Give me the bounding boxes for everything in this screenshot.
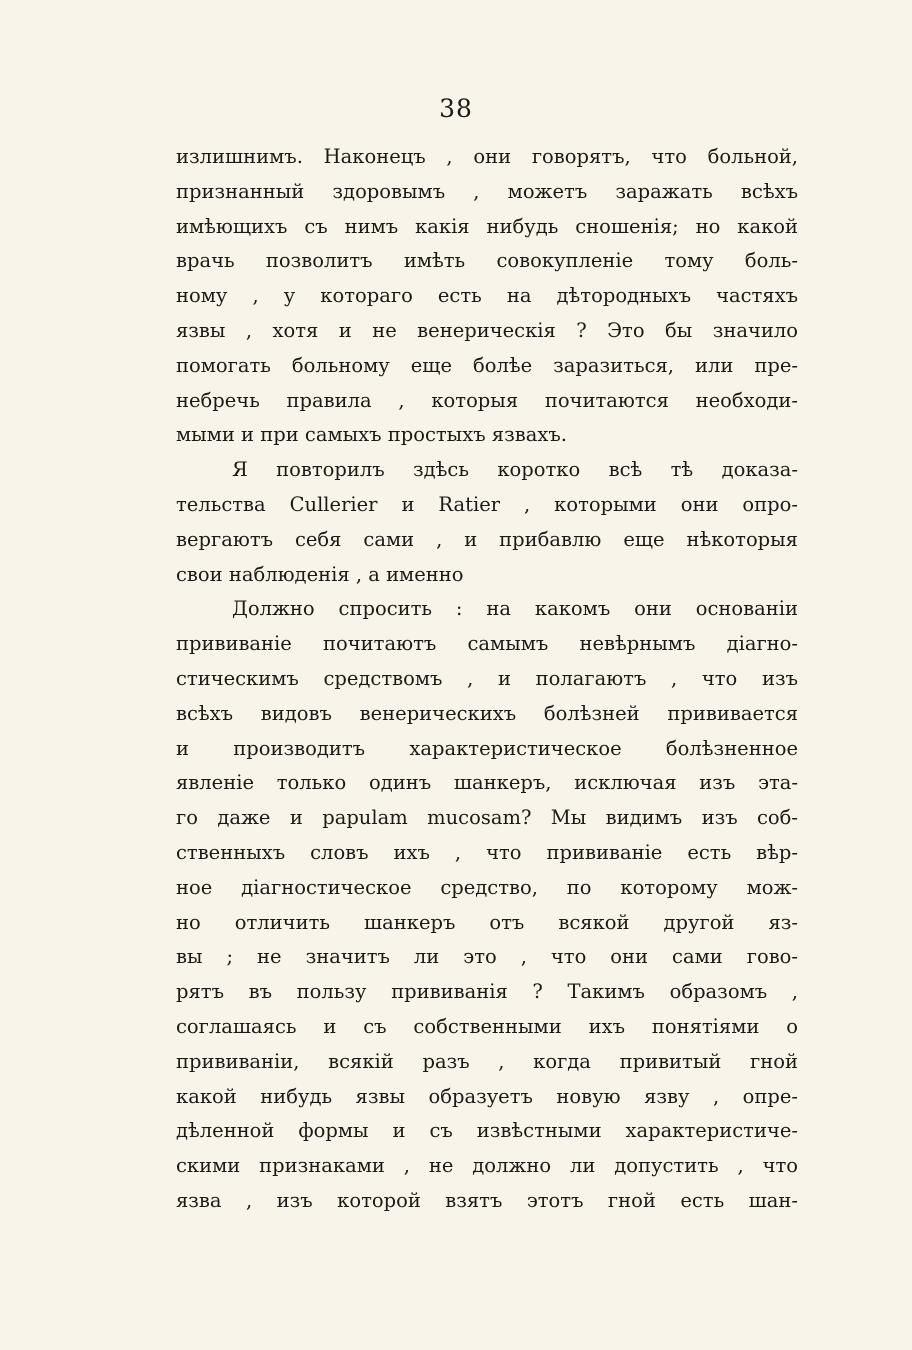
text-line: язва , изъ которой взятъ этотъ гной есть шан- [176, 1188, 798, 1212]
text-line: ному , у котораго есть на дѣтородныхъ частяхъ [176, 284, 798, 308]
text-line: язвы , хотя и не венерическія ? Это бы значило [176, 318, 798, 342]
text-line: прививаніи, всякій разъ , когда привитый гной [176, 1049, 798, 1073]
text-line: вы ; не значитъ ли это , что они сами гово- [176, 945, 798, 969]
text-line: но отличить шанкеръ отъ всякой другой яз- [176, 910, 798, 934]
text-line: Должно спросить : на какомъ они основаніи [232, 597, 798, 621]
text-line: имѣющихъ съ нимъ какія нибудь сношенія; но какой [176, 214, 798, 238]
text-line: свои наблюденія , а именно [176, 562, 464, 586]
text-line: стическимъ средствомъ , и полагаютъ , что изъ [176, 666, 798, 690]
text-line: небречь правила , которыя почитаются необходи- [176, 388, 798, 412]
text-line: явленіе только одинъ шанкеръ, исключая изъ эта- [176, 771, 798, 795]
text-line: врачь позволитъ имѣть совокупленіе тому боль- [176, 249, 798, 273]
text-line: го даже и papulam mucosam? Мы видимъ изъ соб- [176, 806, 798, 830]
text-line: ственныхъ словъ ихъ , что прививаніе есть вѣр- [176, 840, 798, 864]
text-line: тельства Cullerier и Ratier , которыми они опро- [176, 492, 798, 516]
text-line: вергаютъ себя сами , и прибавлю еще нѣкоторыя [176, 527, 798, 551]
text-line: какой нибудь язвы образуетъ новую язву , опре- [176, 1084, 798, 1108]
text-line: дѣленной формы и съ извѣстными характеристиче- [176, 1119, 798, 1143]
text-line: ное діагностическое средство, по которому мож- [176, 875, 798, 899]
text-line: скими признаками , не должно ли допустить , что [176, 1154, 798, 1178]
text-line: мыми и при самыхъ простыхъ язвахъ. [176, 423, 567, 447]
text-line: всѣхъ видовъ венерическихъ болѣзней прививается [176, 701, 798, 725]
text-line: Я повторилъ здѣсь коротко всѣ тѣ доказа- [232, 458, 798, 482]
text-line: признанный здоровымъ , можетъ заражать всѣхъ [176, 179, 798, 203]
text-line: помогать больному еще болѣе заразиться, или пре- [176, 353, 798, 377]
text-line: излишнимъ. Наконецъ , они говорятъ, что больной, [176, 145, 798, 168]
text-line: прививаніе почитаютъ самымъ невѣрнымъ діагно- [176, 632, 798, 656]
text-line: рятъ въ пользу прививанія ? Такимъ образомъ , [176, 980, 798, 1004]
body-text [176, 140, 798, 1219]
text-line: и производитъ характеристическое болѣзненное [176, 736, 798, 760]
text-line: соглашаясь и съ собственными ихъ понятіями о [176, 1014, 798, 1038]
page-number: 38 [439, 94, 473, 123]
